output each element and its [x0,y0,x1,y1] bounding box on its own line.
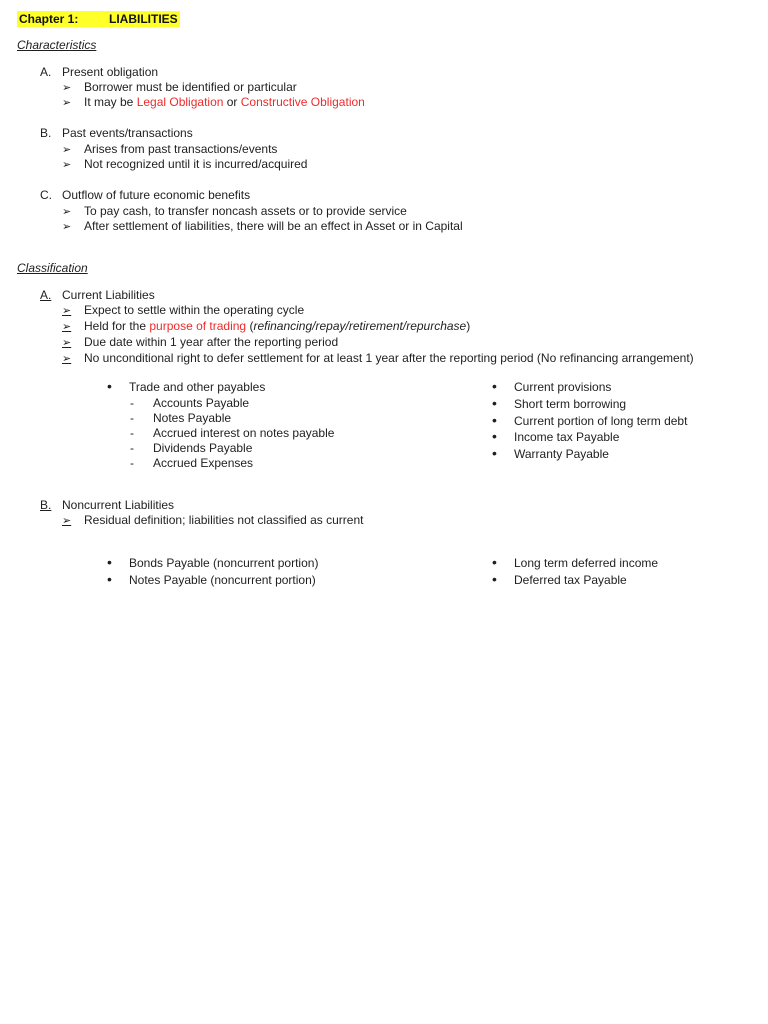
class-a-item-1 [62,303,304,319]
list-item [107,380,265,395]
char-b-item-2 [62,157,307,173]
char-b-letter: B. [40,126,52,140]
class-b-letter: B. [40,498,52,512]
dash-icon: - [130,411,134,425]
arrow-bullet-icon: ➢ [62,321,72,333]
sub-list-item [130,426,334,441]
bullet-icon: • [492,378,497,394]
bullet-icon: • [492,428,497,444]
char-a-item-2 [62,95,365,111]
purpose-of-trading-term: purpose of trading [149,319,247,333]
dash-icon: - [130,396,134,410]
bullet-icon: • [492,412,497,428]
char-c-row [40,188,250,203]
class-b-item-1 [62,513,363,529]
class-a-item-4-text: No unconditional right to defer settlement for at least 1 year after the reporting period (No refinancing arrangement) [84,351,694,365]
list-item-text: Income tax Payable [514,430,620,444]
bullet-icon: • [492,395,497,411]
sub-item-text: Dividends Payable [153,441,253,455]
class-a-item-2-italic: refinancing/repay/retirement/repurchase [253,319,467,333]
char-b-item-1-text: Arises from past transactions/events [84,142,278,156]
arrow-bullet-icon: ➢ [62,221,72,233]
list-item-text: Long term deferred income [514,556,659,570]
char-b-row [40,126,193,141]
char-c-letter: C. [40,188,52,202]
class-a-item-4 [62,351,694,367]
legal-obligation-term: Legal Obligation [136,95,224,109]
char-c-label: Outflow of future economic benefits [62,188,251,202]
constructive-obligation-term: Constructive Obligation [240,95,365,109]
char-b-item-1 [62,142,277,158]
list-item [492,414,687,429]
sub-list-item [130,411,231,426]
list-item [107,573,316,588]
list-item [492,447,609,462]
sub-item-text: Accounts Payable [153,396,250,410]
char-c-item-1 [62,204,407,220]
char-b-item-2-text: Not recognized until it is incurred/acquired [84,157,308,171]
list-item-text: Warranty Payable [514,447,609,461]
arrow-bullet-icon: ➢ [62,159,72,171]
list-item-text: Short term borrowing [514,397,627,411]
char-a-item-1 [62,80,297,96]
class-b-row [40,498,174,513]
arrow-bullet-icon: ➢ [62,353,72,365]
arrow-bullet-icon: ➢ [62,82,72,94]
char-a-item-2-mid: or [223,95,241,109]
dash-icon: - [130,456,134,470]
list-item-text: Bonds Payable (noncurrent portion) [129,556,319,570]
class-a-item-2-prefix: Held for the [84,319,150,333]
char-a-item-2-prefix: It may be [84,95,137,109]
bullet-icon: • [492,571,497,587]
class-b-label: Noncurrent Liabilities [62,498,175,512]
class-a-item-3 [62,335,338,351]
chapter-title [17,11,180,27]
bullet-icon: • [107,571,112,587]
arrow-bullet-icon: ➢ [62,515,72,527]
list-item [492,556,658,571]
chapter-number: Chapter 1: [19,12,79,26]
class-a-item-2 [62,319,470,335]
char-c-item-2 [62,219,463,235]
char-a-label: Present obligation [62,65,159,79]
trade-payables-label: Trade and other payables [129,380,266,394]
class-a-letter: A. [40,288,52,302]
list-item-text: Current provisions [514,380,612,394]
class-a-item-2-mid: ( [246,319,254,333]
list-item [492,380,611,395]
class-a-row [40,288,155,303]
sub-item-text: Notes Payable [153,411,232,425]
sub-list-item [130,456,253,471]
list-item [492,573,627,588]
arrow-bullet-icon: ➢ [62,305,72,317]
list-item-text: Deferred tax Payable [514,573,627,587]
char-b-label: Past events/transactions [62,126,193,140]
sub-item-text: Accrued interest on notes payable [153,426,335,440]
arrow-bullet-icon: ➢ [62,144,72,156]
class-a-item-1-text: Expect to settle within the operating cycle [84,303,305,317]
bullet-icon: • [492,554,497,570]
chapter-name: LIABILITIES [109,12,178,26]
char-a-item-1-text: Borrower must be identified or particular [84,80,297,94]
char-a-letter: A. [40,65,52,79]
char-c-item-1-text: To pay cash, to transfer noncash assets or to provide service [84,204,407,218]
list-item [492,397,626,412]
sub-list-item [130,396,249,411]
list-item [492,430,619,445]
list-item-text: Current portion of long term debt [514,414,688,428]
classification-heading: Classification [17,261,88,275]
list-item [107,556,318,571]
bullet-icon: • [107,378,112,394]
class-a-item-2-suffix: ) [466,319,471,333]
class-a-label: Current Liabilities [62,288,155,302]
char-a-row [40,65,158,80]
dash-icon: - [130,426,134,440]
bullet-icon: • [107,554,112,570]
class-b-item-1-text: Residual definition; liabilities not classified as current [84,513,364,527]
characteristics-heading: Characteristics [17,38,97,52]
bullet-icon: • [492,445,497,461]
char-c-item-2-text: After settlement of liabilities, there will be an effect in Asset or in Capital [84,219,463,233]
arrow-bullet-icon: ➢ [62,206,72,218]
class-a-item-3-text: Due date within 1 year after the reporting period [84,335,339,349]
arrow-bullet-icon: ➢ [62,97,72,109]
sub-item-text: Accrued Expenses [153,456,254,470]
list-item-text: Notes Payable (noncurrent portion) [129,573,316,587]
arrow-bullet-icon: ➢ [62,337,72,349]
sub-list-item [130,441,252,456]
dash-icon: - [130,441,134,455]
